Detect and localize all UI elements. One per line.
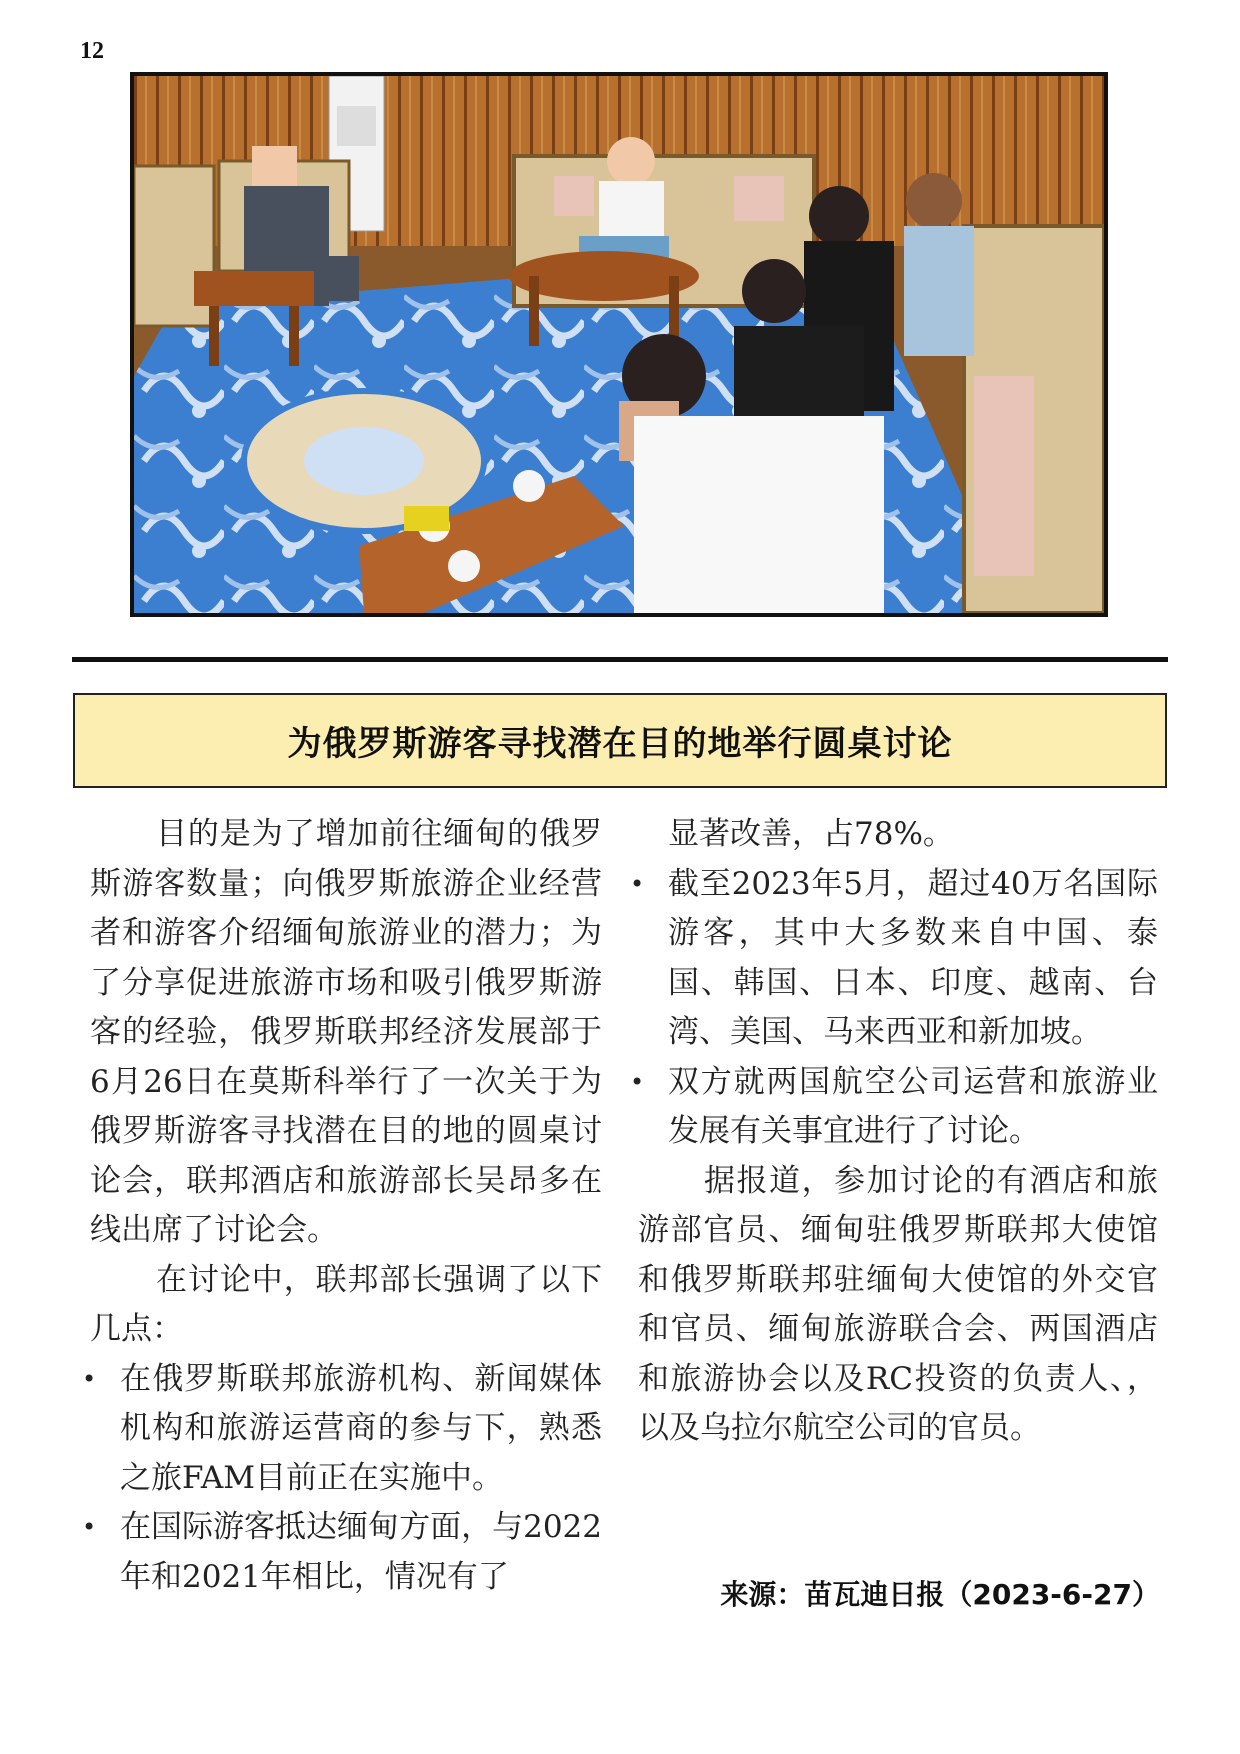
bullet-list bbox=[638, 860, 1158, 1157]
bullet-item: • 双方就两国航空公司运营和旅游业发展有关事宜进行了讨论。 bbox=[638, 1058, 1158, 1157]
bullet-continuation: 显著改善，占78%。 bbox=[668, 816, 954, 852]
article-paragraph: 据报道，参加讨论的有酒店和旅游部官员、缅甸驻俄罗斯联邦大使馆和俄罗斯联邦驻缅甸大使馆的外交官和官员、缅甸旅游联合会、两国酒店和旅游协会以及RC投资的负责人、，以及乌拉尔航空公司的官员。 bbox=[638, 1162, 1158, 1446]
article-right-column bbox=[638, 810, 1158, 1454]
source-credit: 来源：苗瓦迪日报（2023-6-27） bbox=[720, 1578, 1160, 1611]
headline: 为俄罗斯游客寻找潜在目的地举行圆桌讨论 bbox=[287, 724, 953, 764]
bullet-item: • 在俄罗斯联邦旅游机构、新闻媒体机构和旅游运营商的参与下，熟悉之旅FAM目前正在实施中。 bbox=[90, 1355, 602, 1504]
article-paragraph: 目的是为了增加前往缅甸的俄罗斯游客数量；向俄罗斯旅游企业经营者和游客介绍缅甸旅游业的潜力；为了分享促进旅游市场和吸引俄罗斯游客的经验，俄罗斯联邦经济发展部于6月26日在莫斯科举行了一次关于为俄罗斯游客寻找潜在目的地的圆桌讨论会，联邦酒店和旅游部长吴昂多在线出席了讨论会。 bbox=[90, 816, 602, 1248]
section-divider bbox=[72, 657, 1168, 662]
article-paragraph: 在讨论中，联邦部长强调了以下几点： bbox=[90, 1261, 602, 1347]
headline-box bbox=[73, 693, 1167, 788]
bullet-list bbox=[90, 1355, 602, 1603]
meeting-photo bbox=[130, 72, 1108, 617]
page-number: 12 bbox=[80, 38, 104, 64]
bullet-item: • 截至2023年5月，超过40万名国际游客，其中大多数来自中国、泰国、韩国、日本、印度、越南、台湾、美国、马来西亚和新加坡。 bbox=[638, 860, 1158, 1058]
meeting-photo-icon bbox=[134, 76, 1104, 613]
bullet-item: • 在国际游客抵达缅甸方面，与2022年和2021年相比，情况有了 bbox=[90, 1503, 602, 1602]
article-left-column bbox=[90, 810, 602, 1602]
